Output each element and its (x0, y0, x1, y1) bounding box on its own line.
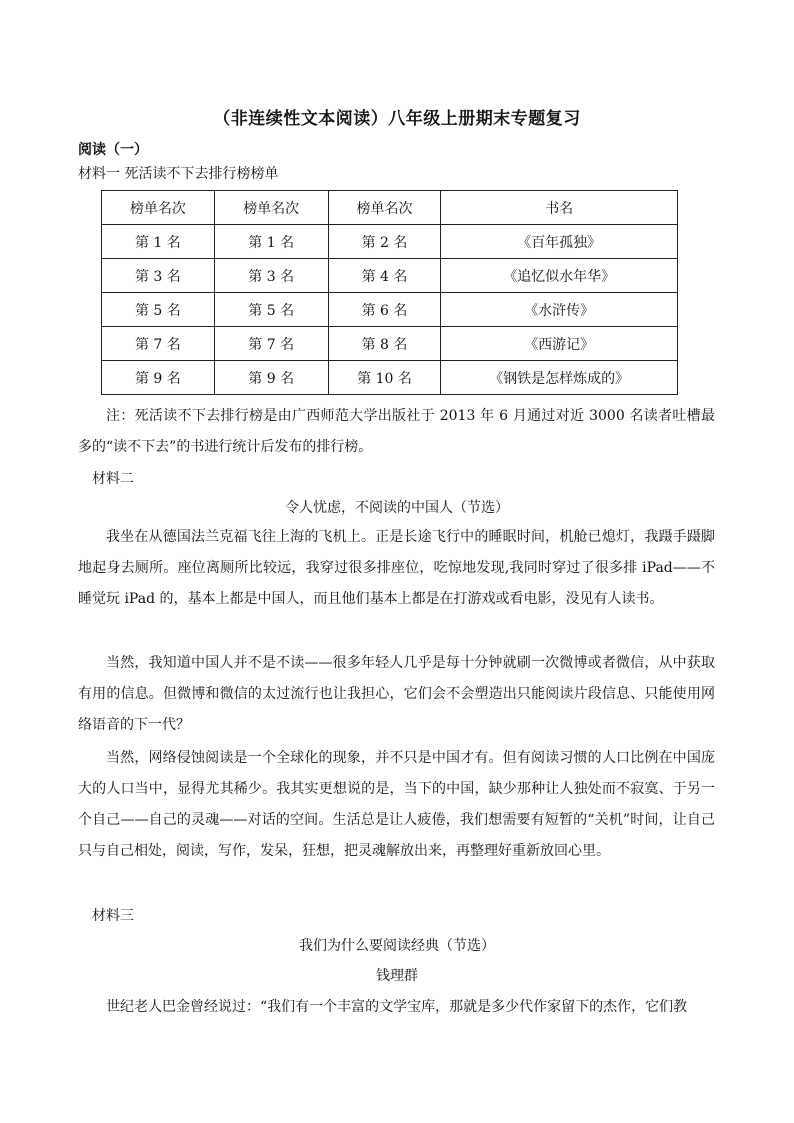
table-cell: 第 9 名 (214, 361, 328, 395)
table-header-cell: 榜单名次 (102, 191, 215, 225)
table-cell-book: 《百年孤独》 (441, 225, 678, 259)
table-cell: 第 5 名 (102, 293, 215, 327)
material3-author: 钱理群 (376, 968, 418, 984)
table-row (102, 293, 678, 327)
table-header-cell: 榜单名次 (214, 191, 328, 225)
table-cell: 第 7 名 (214, 327, 328, 361)
table-cell: 第 5 名 (214, 293, 328, 327)
table-cell-book: 《西游记》 (441, 327, 678, 361)
table-cell: 第 7 名 (102, 327, 215, 361)
table-cell: 第 1 名 (214, 225, 328, 259)
table-cell: 第 4 名 (328, 259, 441, 293)
table-cell: 第 9 名 (102, 361, 215, 395)
table-row (102, 327, 678, 361)
page-title: （非连续性文本阅读）八年级上册期末专题复习 (213, 109, 581, 129)
material2-paragraph: 我坐在从德国法兰克福飞往上海的飞机上。正是长途飞行中的睡眠时间，机舱已熄灯，我蹑手蹑脚地起身去厕所。座位离厕所比较远，我穿过很多排座位，吃惊地发现,我同时穿过了很多排 iPad——不睡觉玩 iPad 的，基本上都是中国人，而且他们基本上都是在打游戏或看电影，没见有人读书。 (78, 529, 715, 607)
table-row (102, 361, 678, 395)
section-heading: 阅读（一） (78, 142, 148, 158)
table-cell-book: 《追忆似水年华》 (441, 259, 678, 293)
table-cell: 第 2 名 (328, 225, 441, 259)
table-cell: 第 3 名 (102, 259, 215, 293)
table-cell: 第 3 名 (214, 259, 328, 293)
table-header-cell: 书名 (441, 191, 678, 225)
material2-label: 材料二 (92, 471, 134, 487)
material2-article-title: 令人忧虑，不阅读的中国人（节选） (285, 500, 509, 516)
table-note: 注：死活读不下去排行榜是由广西师范大学出版社于 2013 年 6 月通过对近 3000 名读者吐槽最多的“读不下去”的书进行统计后发布的排行榜。 (78, 408, 715, 455)
table-cell: 第 8 名 (328, 327, 441, 361)
material2-paragraph: 当然，我知道中国人并不是不读——很多年轻人几乎是每十分钟就刷一次微博或者微信，从中获取有用的信息。但微博和微信的太过流行也让我担心，它们会不会塑造出只能阅读片段信息、只能使用网络语音的下一代？ (78, 655, 715, 733)
material3-label: 材料三 (92, 908, 134, 924)
table-cell-book: 《水浒传》 (441, 293, 678, 327)
table-cell: 第 1 名 (102, 225, 215, 259)
ranking-table (101, 190, 678, 395)
table-cell-book: 《钢铁是怎样炼成的》 (441, 361, 678, 395)
table-cell: 第 6 名 (328, 293, 441, 327)
material3-article-title: 我们为什么要阅读经典（节选） (299, 938, 495, 954)
table-row (102, 259, 678, 293)
table-row (102, 225, 678, 259)
table-header-cell: 榜单名次 (328, 191, 441, 225)
table-cell: 第 10 名 (328, 361, 441, 395)
table-header-row (102, 191, 678, 225)
material1-label: 材料一 死活读不下去排行榜榜单 (78, 166, 279, 182)
material2-paragraph: 当然，网络侵蚀阅读是一个全球化的现象，并不只是中国才有。但有阅读习惯的人口比例在中国庞大的人口当中，显得尤其稀少。我其实更想说的是，当下的中国，缺少那种让人独处而不寂寞、于另一个自己——自己的灵魂——对话的空间。生活总是让人疲倦，我们想需要有短暂的“关机”时间，让自己只与自己相处，阅读，写作，发呆，狂想，把灵魂解放出来，再整理好重新放回心里。 (78, 750, 715, 859)
material3-paragraph: 世纪老人巴金曾经说过：“我们有一个丰富的文学宝库，那就是多少代作家留下的杰作，它们教 (106, 999, 688, 1015)
